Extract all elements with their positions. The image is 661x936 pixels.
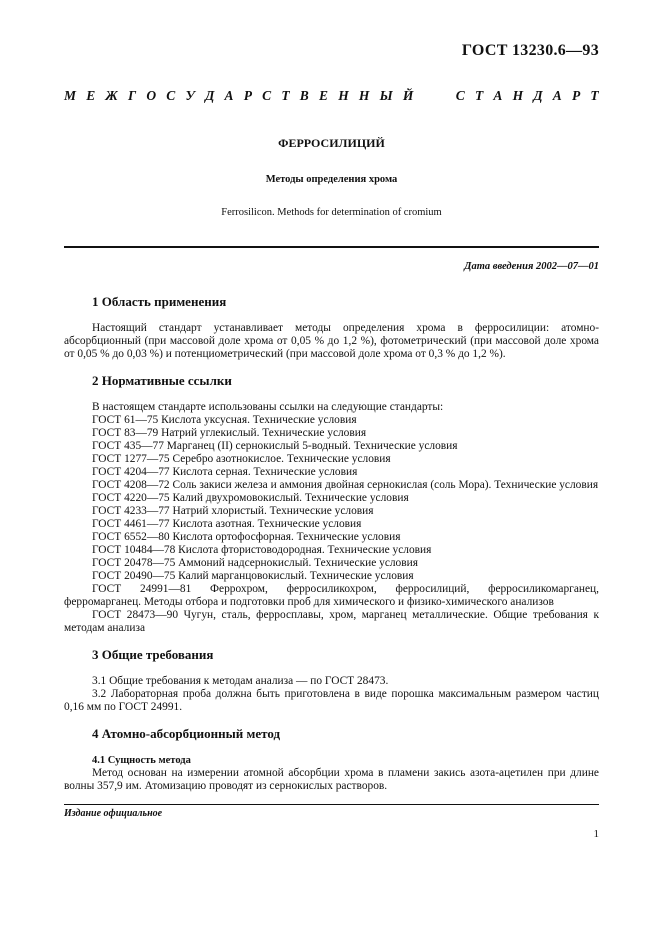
banner-letter: С [166,88,176,103]
banner-letter: Н [512,88,524,103]
banner-letter: Е [86,88,96,103]
section-1-heading: 1 Область применения [92,294,227,309]
banner-letter: С [262,88,272,103]
page-number: 1 [593,828,599,840]
effective-date: Дата введения 2002—07—01 [464,261,599,272]
reference-item: ГОСТ 435—77 Марганец (II) сернокислый 5-водный. Технические условия [92,440,458,452]
document-title: ФЕРРОСИЛИЦИЙ [278,136,385,150]
banner-letter: Т [590,88,599,103]
reference-item: ГОСТ 4220—75 Калий двухромовокислый. Технические условия [92,492,409,504]
banner-letter: Д [205,88,215,103]
banner-letter: Р [243,88,252,103]
header-divider [64,246,599,248]
banner-letter: В [299,88,309,103]
section-3-heading: 3 Общие требования [92,647,214,662]
interstate-standard-banner [64,88,599,108]
footer-divider [64,804,599,805]
banner-letter: Г [128,88,137,103]
standard-number: ГОСТ 13230.6—93 [461,42,599,59]
banner-letter: А [493,88,503,103]
reference-item: ГОСТ 4461—77 Кислота азотная. Технические условия [92,518,362,530]
section-1-text: Настоящий стандарт устанавливает методы определения хрома в ферросилиции: атомно-абсорбционный (при массовой доле хрома от 0,05 % до 1,2 %), фотометрический (при массовой доле хрома от 0,05 % до 0,03 %) и потенциометрический (при массовой доле хрома от 0,3 % до 1,2 %). [64,322,599,360]
banner-letter: Й [402,88,414,103]
english-title: Ferrosilicon. Methods for determination of cromium [221,207,442,218]
section-2-heading: 2 Нормативные ссылки [92,373,232,388]
banner-letter: У [185,88,195,103]
banner-letter: Д [533,88,543,103]
banner-letter: Н [338,88,349,103]
banner-letter: С [455,88,465,103]
reference-item: ГОСТ 6552—80 Кислота ортофосфорная. Технические условия [92,531,401,543]
reference-item: ГОСТ 10484—78 Кислота фтористоводородная. Технические условия [92,544,432,556]
banner-letter: Т [281,88,290,103]
section-3-2-text: 3.2 Лабораторная проба должна быть приготовлена в виде порошка максимальным размером частиц 0,16 мм по ГОСТ 24991. [64,688,599,713]
references-intro: В настоящем стандарте использованы ссылки на следующие стандарты: [92,401,444,413]
reference-item: ГОСТ 4208—72 Соль закиси железа и аммония двойная сернокислая (соль Мора). Технические условия [92,479,599,491]
banner-letter: Н [358,88,370,103]
reference-item: ГОСТ 20478—75 Аммоний надсернокислый. Технические условия [92,557,418,569]
section-4-1-heading: 4.1 Сущность метода [92,755,191,766]
reference-item: ГОСТ 24991—81 Феррохром, ферросиликохром, ферросилиций, ферросиликомарганец, ферромарганец. Методы отбора и подготовки проб для химического и физико-химического анализов [64,583,599,608]
banner-letter: Ы [379,88,393,103]
reference-item: ГОСТ 61—75 Кислота уксусная. Технические условия [92,414,357,426]
reference-item: ГОСТ 1277—75 Серебро азотнокислое. Технические условия [92,453,391,465]
banner-letter: О [146,88,157,103]
section-4-1-text: Метод основан на измерении атомной абсорбции хрома в пламени закись азота-ацетилен при длине волны 357,9 им. Атомизацию проводят из сернокислых растворов. [64,767,599,792]
reference-item: ГОСТ 83—79 Натрий углекислый. Технические условия [92,427,367,439]
banner-letter: Т [474,88,484,103]
reference-item: ГОСТ 4204—77 Кислота серная. Технические условия [92,466,358,478]
section-4-heading: 4 Атомно-абсорбционный метод [92,726,281,741]
reference-item: ГОСТ 4233—77 Натрий хлористый. Технические условия [92,505,374,517]
banner-letter: А [552,88,562,103]
references-list [64,401,599,635]
reference-item: ГОСТ 28473—90 Чугун, сталь, ферросплавы, хром, марганец металлические. Общие требования к методам анализа [64,609,599,634]
official-edition-note: Издание официальное [64,808,163,819]
section-3-1-text: 3.1 Общие требования к методам анализа — по ГОСТ 28473. [92,675,389,687]
reference-item: ГОСТ 20490—75 Калий марганцовокислый. Технические условия [92,570,414,582]
document-body [64,292,599,793]
document-subtitle: Методы определения хрома [265,174,398,185]
banner-letter: Е [318,88,328,103]
banner-letter: Ж [105,88,118,103]
banner-letter: М [64,88,77,103]
banner-letter: Р [571,88,581,103]
banner-letter: А [224,88,234,103]
word-gap [424,88,446,108]
